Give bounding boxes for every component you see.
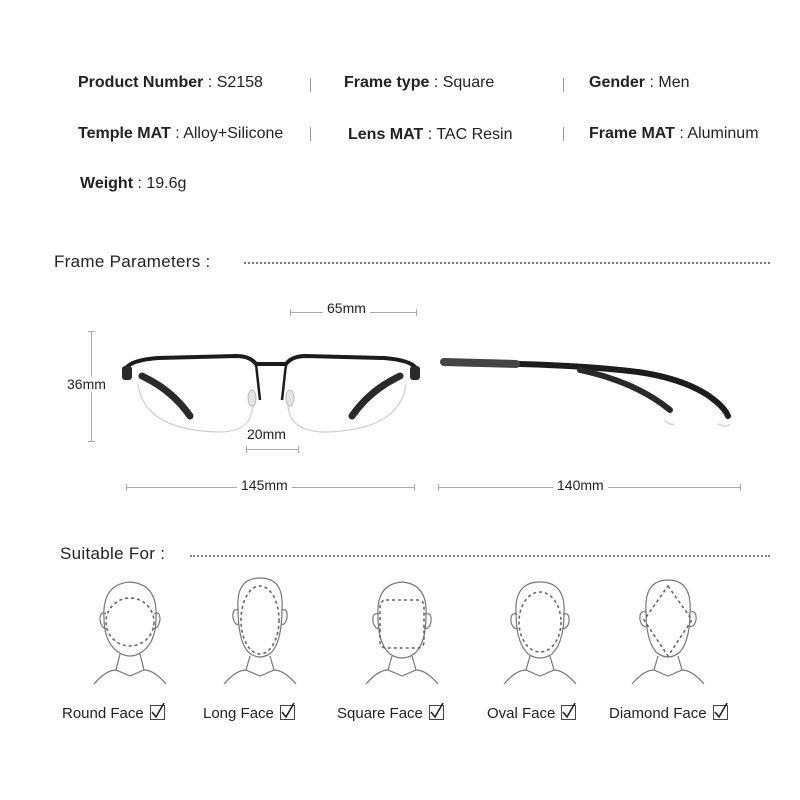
guide-tick xyxy=(740,484,741,491)
checkbox-icon xyxy=(561,705,576,720)
guide-tick xyxy=(290,309,291,316)
diamond-face-icon xyxy=(628,576,708,688)
glasses-side-view xyxy=(440,354,736,434)
spec-key: Frame MAT xyxy=(589,125,675,142)
face-option-oval xyxy=(487,705,576,722)
spec-key: Weight xyxy=(80,175,134,192)
spec-temple-mat: Temple MAT : Alloy+Silicone xyxy=(78,125,284,142)
spec-frame-mat: Frame MAT : Aluminum xyxy=(589,125,759,142)
face-label: Diamond Face xyxy=(609,705,707,722)
checkbox-icon xyxy=(713,705,728,720)
lens-width-label: 65mm xyxy=(323,300,370,316)
glasses-front-view xyxy=(118,348,424,438)
heading-dotted-rule xyxy=(244,262,770,264)
face-option-diamond xyxy=(609,705,728,722)
guide-tick xyxy=(298,446,299,453)
face-label: Long Face xyxy=(203,705,274,722)
face-option-square xyxy=(337,705,444,722)
face-label: Oval Face xyxy=(487,705,556,722)
heading-dotted-rule xyxy=(190,555,770,557)
frame-parameters-heading: Frame Parameters : xyxy=(54,252,211,271)
lens-height-label: 36mm xyxy=(63,376,110,392)
spec-key: Frame type xyxy=(344,74,430,91)
guide-tick xyxy=(88,331,95,332)
spec-value: TAC Resin xyxy=(436,126,513,143)
spec-product-number: Product Number : S2158 xyxy=(78,74,263,91)
spec-value: Aluminum xyxy=(687,125,759,142)
spec-divider xyxy=(563,78,564,92)
spec-frame-type: Frame type : Square xyxy=(344,74,495,91)
guide-tick xyxy=(126,484,127,491)
guide-tick xyxy=(246,446,247,453)
guide-tick xyxy=(414,484,415,491)
spec-value: Square xyxy=(442,74,495,91)
spec-divider xyxy=(310,127,311,141)
guide-tick xyxy=(438,484,439,491)
checkbox-icon xyxy=(280,705,295,720)
spec-value: S2158 xyxy=(216,74,263,91)
spec-gender: Gender : Men xyxy=(589,74,690,91)
face-option-long xyxy=(203,705,295,722)
spec-value: Men xyxy=(658,74,690,91)
face-label: Square Face xyxy=(337,705,423,722)
spec-weight: Weight : 19.6g xyxy=(80,175,187,192)
face-label: Round Face xyxy=(62,705,144,722)
guide-tick xyxy=(88,441,95,442)
suitable-for-heading: Suitable For : xyxy=(60,544,166,563)
frame-width-label: 145mm xyxy=(237,477,292,493)
bridge-label: 20mm xyxy=(243,426,290,442)
long-face-icon xyxy=(220,574,300,688)
bridge-guide xyxy=(246,449,298,450)
square-face-icon xyxy=(362,578,442,688)
guide-tick xyxy=(416,309,417,316)
face-option-round xyxy=(62,705,165,722)
spec-lens-mat: Lens MAT : TAC Resin xyxy=(348,126,513,143)
spec-value: Alloy+Silicone xyxy=(183,125,284,142)
spec-key: Lens MAT xyxy=(348,126,424,143)
spec-key: Temple MAT xyxy=(78,125,171,142)
oval-face-icon xyxy=(500,578,580,688)
spec-divider xyxy=(563,127,564,141)
temple-length-label: 140mm xyxy=(553,477,608,493)
checkbox-icon xyxy=(429,705,444,720)
spec-key: Gender xyxy=(589,74,646,91)
spec-key: Product Number xyxy=(78,74,204,91)
round-face-icon xyxy=(90,578,170,688)
checkbox-icon xyxy=(150,705,165,720)
spec-value: 19.6g xyxy=(146,175,187,192)
spec-divider xyxy=(310,78,311,92)
